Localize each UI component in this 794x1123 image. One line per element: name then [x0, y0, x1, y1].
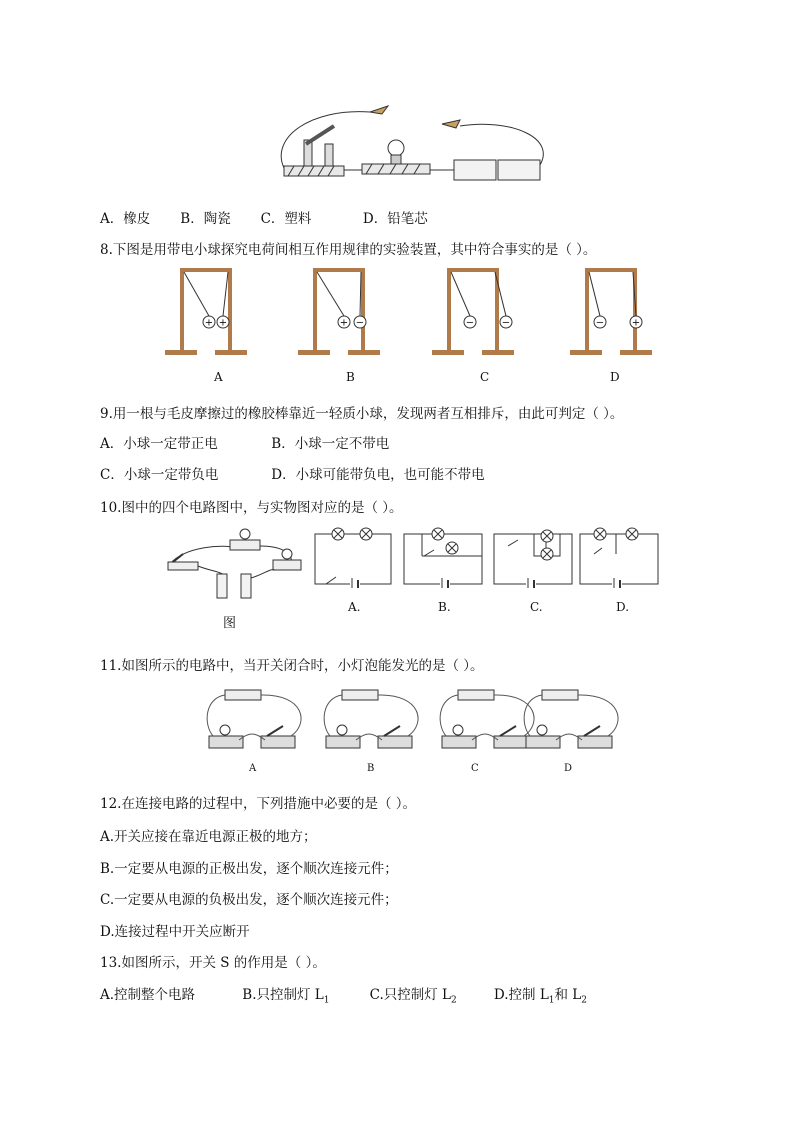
q12-option-c[interactable]: C.一定要从电源的负极出发，逐个顺次连接元件；: [100, 892, 398, 908]
q10-label-d: D.: [616, 600, 630, 614]
q11-label-d: D: [564, 763, 573, 774]
q12-option-b[interactable]: B.一定要从电源的正极出发，逐个顺次连接元件；: [100, 861, 398, 877]
q11-circuit-d-lamp-board: [526, 736, 560, 748]
q10-label-a: A.: [348, 600, 361, 614]
q9-options-row1: [100, 432, 389, 452]
q8-frame-top: [180, 268, 232, 272]
q11-circuit-a-wire: [261, 695, 301, 736]
q8-label-b: B: [346, 370, 355, 384]
q10-circuit-b: [404, 528, 482, 588]
q8-charge-sign: +: [631, 317, 641, 329]
q8-frame-base: [482, 350, 514, 355]
q13-option-a[interactable]: A.控制整个电路: [100, 987, 196, 1003]
q10-circuit-c: [494, 530, 572, 588]
q8-thread: [360, 272, 361, 316]
q11-circuit-d-bulb: [537, 725, 547, 735]
q8-frame-top: [585, 268, 637, 272]
q8-figure: [160, 266, 660, 386]
q13-options: [100, 983, 587, 1006]
q8-label-a: A: [214, 370, 223, 384]
q10-circuit-a: [315, 528, 391, 588]
q11-circuit-d-switch-board: [578, 736, 612, 748]
q11-circuit-a-bulb: [220, 725, 230, 735]
q8-frame-base: [165, 350, 197, 355]
q8-frame-base: [215, 350, 247, 355]
q11-circuit-a-switch-board: [261, 736, 295, 748]
q10-circuit-options: [312, 524, 662, 620]
q8-charge-sign: −: [355, 317, 365, 329]
q7-option-a[interactable]: A．橡皮: [100, 211, 151, 227]
q8-thread: [317, 272, 344, 316]
q8-thread: [223, 272, 228, 316]
q8-charge-sign: −: [501, 317, 511, 329]
q8-charge-sign: +: [218, 317, 228, 329]
q11-label-a: A: [249, 763, 257, 774]
q11-label-c: C: [471, 763, 479, 774]
q10-label-b: B.: [438, 600, 451, 614]
q7-option-b[interactable]: B．陶瓷: [180, 211, 231, 227]
q12-option-a[interactable]: A.开关应接在靠近电源正极的地方；: [100, 829, 317, 845]
q9-stem: 9.用一根与毛皮摩擦过的橡胶棒靠近一轻质小球，发现两者互相排斥，由此可判定（ ）。: [100, 406, 624, 422]
q8-label-d: D: [610, 370, 620, 384]
q8-charge-sign: −: [465, 317, 475, 329]
q8-frame-base: [348, 350, 380, 355]
q9-option-a[interactable]: A．小球一定带正电: [100, 436, 218, 452]
q11-circuit-c-battery: [458, 690, 494, 700]
q8-frame-post: [313, 270, 317, 352]
q11-circuit-b-wire: [378, 695, 418, 736]
q8-frame-post: [228, 270, 232, 352]
q11-circuit-c-switch-lever: [500, 726, 516, 736]
q8-charge-sign: +: [339, 317, 349, 329]
q11-circuit-d-switch-lever: [584, 726, 600, 736]
q11-circuit-b-bulb: [337, 725, 347, 735]
q8-frame-post: [180, 270, 184, 352]
q8-frame-base: [298, 350, 330, 355]
q11-circuit-a-switch-lever: [267, 726, 283, 736]
q8-stem: 8.下图是用带电小球探究电荷间相互作用规律的实验装置，其中符合事实的是（ ）。: [100, 242, 597, 258]
q8-frame-base: [570, 350, 602, 355]
q11-circuit-b-lamp-board: [326, 736, 360, 748]
q11-circuit-d-wire: [578, 695, 618, 736]
q8-frame-post: [495, 270, 499, 352]
q11-circuit-a-lamp-board: [209, 736, 243, 748]
q11-circuit-c-switch-board: [494, 736, 528, 748]
q8-frame-base: [620, 350, 652, 355]
q11-circuit-c-wire: [494, 695, 534, 736]
q8-frame-base: [432, 350, 464, 355]
q13-stem: 13.如图所示，开关 S 的作用是（ ）。: [100, 955, 326, 971]
q8-thread: [589, 272, 600, 316]
q10-fig-label: 图: [223, 616, 237, 631]
q8-frame-top: [447, 268, 499, 272]
q11-circuit-b-switch-board: [378, 736, 412, 748]
q13-option-b[interactable]: B.只控制灯 $L_1$: [242, 987, 330, 1006]
q8-thread: [451, 272, 470, 316]
q11-circuit-c-lamp-board: [442, 736, 476, 748]
q8-charge-sign: +: [204, 317, 214, 329]
q11-circuit-a-battery: [225, 690, 261, 700]
q9-option-c[interactable]: C．小球一定带负电: [100, 467, 219, 483]
q7-option-d[interactable]: D．铅笔芯: [362, 211, 428, 227]
q11-circuit-c-bulb: [453, 725, 463, 735]
q8-frame-post: [447, 270, 451, 352]
q8-frame-post: [361, 270, 365, 352]
q12-option-d[interactable]: D.连接过程中开关应断开: [100, 924, 250, 940]
q9-options-row2: [100, 463, 485, 483]
q11-circuit-b-switch-lever: [384, 726, 400, 736]
q8-charge-sign: −: [595, 317, 605, 329]
q8-frame-top: [313, 268, 365, 272]
q11-circuit-b-battery: [342, 690, 378, 700]
q13-option-c[interactable]: C.只控制灯 $L_2$: [369, 987, 457, 1006]
q9-option-b[interactable]: B．小球一定不带电: [271, 436, 390, 452]
q10-stem: 10.图中的四个电路图中，与实物图对应的是（ ）。: [100, 500, 403, 516]
q7-option-c[interactable]: C．塑料: [260, 211, 312, 227]
q9-option-d[interactable]: D．小球可能带负电，也可能不带电: [271, 467, 485, 483]
q13-option-d[interactable]: D.控制 $L_1$和 $L_2$: [493, 987, 588, 1006]
q7-options: [100, 207, 428, 227]
q8-label-c: C: [480, 370, 490, 384]
q8-frame-post: [585, 270, 589, 352]
q10-real-circuit-figure: [165, 526, 315, 631]
q11-stem: 11.如图所示的电路中，当开关闭合时，小灯泡能发光的是（ ）。: [100, 658, 484, 674]
q7-apparatus-figure: [270, 98, 555, 188]
q8-thread: [184, 272, 209, 316]
q10-label-c: C.: [530, 600, 543, 614]
q12-stem: 12.在连接电路的过程中，下列措施中必要的是（ ）。: [100, 796, 417, 812]
q11-label-b: B: [367, 763, 375, 774]
q11-figure: [200, 684, 620, 776]
q10-circuit-d: [580, 528, 658, 588]
q11-circuit-d-battery: [542, 690, 578, 700]
